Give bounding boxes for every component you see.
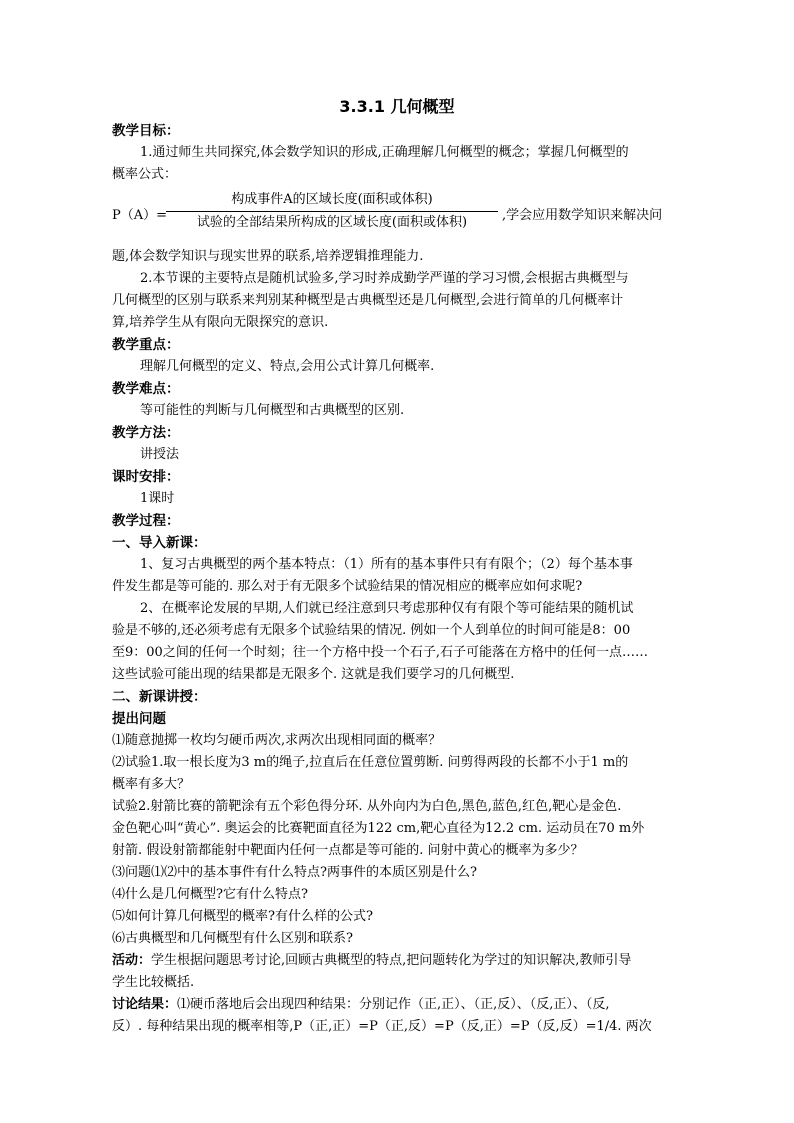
activity-label: 活动： (112, 953, 152, 968)
text-line: 验是不够的,还必须考虑有无限多个试验结果的情况. 例如一个人到单位的时间可能是8：00 (112, 623, 631, 638)
text-line: 几何概型的区别与联系来判别某种概型是古典概型还是几何概型,会进行简单的几何概率计 (112, 293, 624, 308)
heading-questions: 提出问题 (112, 711, 166, 727)
activity-paragraph (112, 950, 682, 972)
fraction-bar (166, 211, 498, 212)
question-item: ⑸如何计算几何概型的概率?有什么样的公式? (112, 909, 373, 924)
text-line: 算,培养学生从有限向无限探究的意识. (112, 315, 329, 330)
result-paragraph (112, 994, 682, 1016)
text-line: 2、在概率论发展的早期,人们就已经注意到只考虑那种仅有有限个等可能结果的随机试 (140, 601, 634, 616)
activity-text: 学生根据问题思考讨论,回顾古典概型的特点,把问题转化为学过的知识解决,教师引导 (151, 953, 632, 968)
text-line: 这些试验可能出现的结果都是无限多个. 这就是我们要学习的几何概型. (112, 667, 515, 682)
text-line: 试验2.射箭比赛的箭靶涂有五个彩色得分环. 从外向内为白色,黑色,蓝色,红色,靶心是金色. (112, 799, 622, 814)
question-item: ⑷什么是几何概型?它有什么特点? (112, 887, 308, 902)
text-line: 金色靶心叫“黄心”. 奥运会的比赛靶面直径为122 cm,靶心直径为12.2 cm. 运动员在70 m外 (112, 821, 645, 836)
text-line: 等可能性的判断与几何概型和古典概型的区别. (140, 403, 405, 418)
formula-fraction (166, 190, 498, 233)
heading-key-points: 教学重点： (112, 337, 180, 353)
text-line: 射箭. 假设射箭都能射中靶面内任何一点都是等可能的. 问射中黄心的概率为多少？ (112, 843, 584, 858)
text-line: 1课时 (140, 491, 175, 506)
text-line: 讲授法 (140, 447, 180, 462)
text-line: 概率公式： (112, 167, 178, 182)
question-item: ⑵试验1.取一根长度为3 m的绳子,拉直后在任意位置剪断. 问剪得两段的长都不小于1 m的 (112, 755, 629, 770)
question-item: ⑹古典概型和几何概型有什么区别和联系? (112, 931, 353, 946)
text-line: 1、复习古典概型的两个基本特点：（1）所有的基本事件只有有限个；（2）每个基本事 (140, 557, 633, 572)
text-line: 1.通过师生共同探究,体会数学知识的形成,正确理解几何概型的概念；掌握几何概型的 (140, 145, 629, 160)
result-label: 讨论结果： (112, 997, 178, 1012)
heading-process: 教学过程： (112, 513, 180, 529)
heading-intro: 一、导入新课： (112, 535, 207, 551)
heading-schedule: 课时安排： (112, 469, 180, 485)
page-title: 3.3.1 几何概型 (339, 97, 455, 116)
heading-goals: 教学目标： (112, 123, 180, 139)
heading-method: 教学方法： (112, 425, 180, 441)
text-line: 2.本节课的主要特点是随机试验多,学习时养成勤学严谨的学习习惯,会根据古典概型与 (140, 271, 629, 286)
result-text: ⑴硬币落地后会出现四种结果：分别记作（正,正）、（正,反）、（反,正）、（反, (177, 997, 610, 1012)
question-item: ⑴随意抛掷一枚均匀硬币两次,求两次出现相同面的概率？ (112, 733, 442, 748)
heading-difficulties: 教学难点： (112, 381, 180, 397)
formula-lhs: P（A）= (112, 208, 168, 223)
text-line: 反）. 每种结果出现的概率相等,P（正,正）=P（正,反）=P（反,正）=P（反,反）=1/4. 两次 (112, 1019, 652, 1034)
text-line: 学生比较概括. (112, 975, 195, 990)
formula-rhs: ,学会应用数学知识来解决问 (502, 208, 663, 223)
probability-formula (112, 188, 682, 244)
text-line: 至9：00之间的任何一个时刻；往一个方格中投一个石子,石子可能落在方格中的任何一点…… (112, 645, 648, 660)
formula-denominator: 试验的全部结果所构成的区域长度(面积或体积) (196, 215, 468, 230)
text-line: 题,体会数学知识与现实世界的联系,培养逻辑推理能力. (112, 249, 424, 264)
text-line: 概率有多大？ (112, 777, 191, 792)
text-line: 件发生都是等可能的. 那么对于有无限多个试验结果的情况相应的概率应如何求呢? (112, 579, 583, 594)
heading-new-lesson: 二、新课讲授： (112, 689, 207, 705)
text-line: 理解几何概型的定义、特点,会用公式计算几何概率. (140, 359, 435, 374)
question-item: ⑶问题⑴⑵中的基本事件有什么特点?两事件的本质区别是什么? (112, 865, 477, 880)
document-page (112, 96, 682, 1038)
formula-numerator: 构成事件A的区域长度(面积或体积) (231, 192, 433, 207)
